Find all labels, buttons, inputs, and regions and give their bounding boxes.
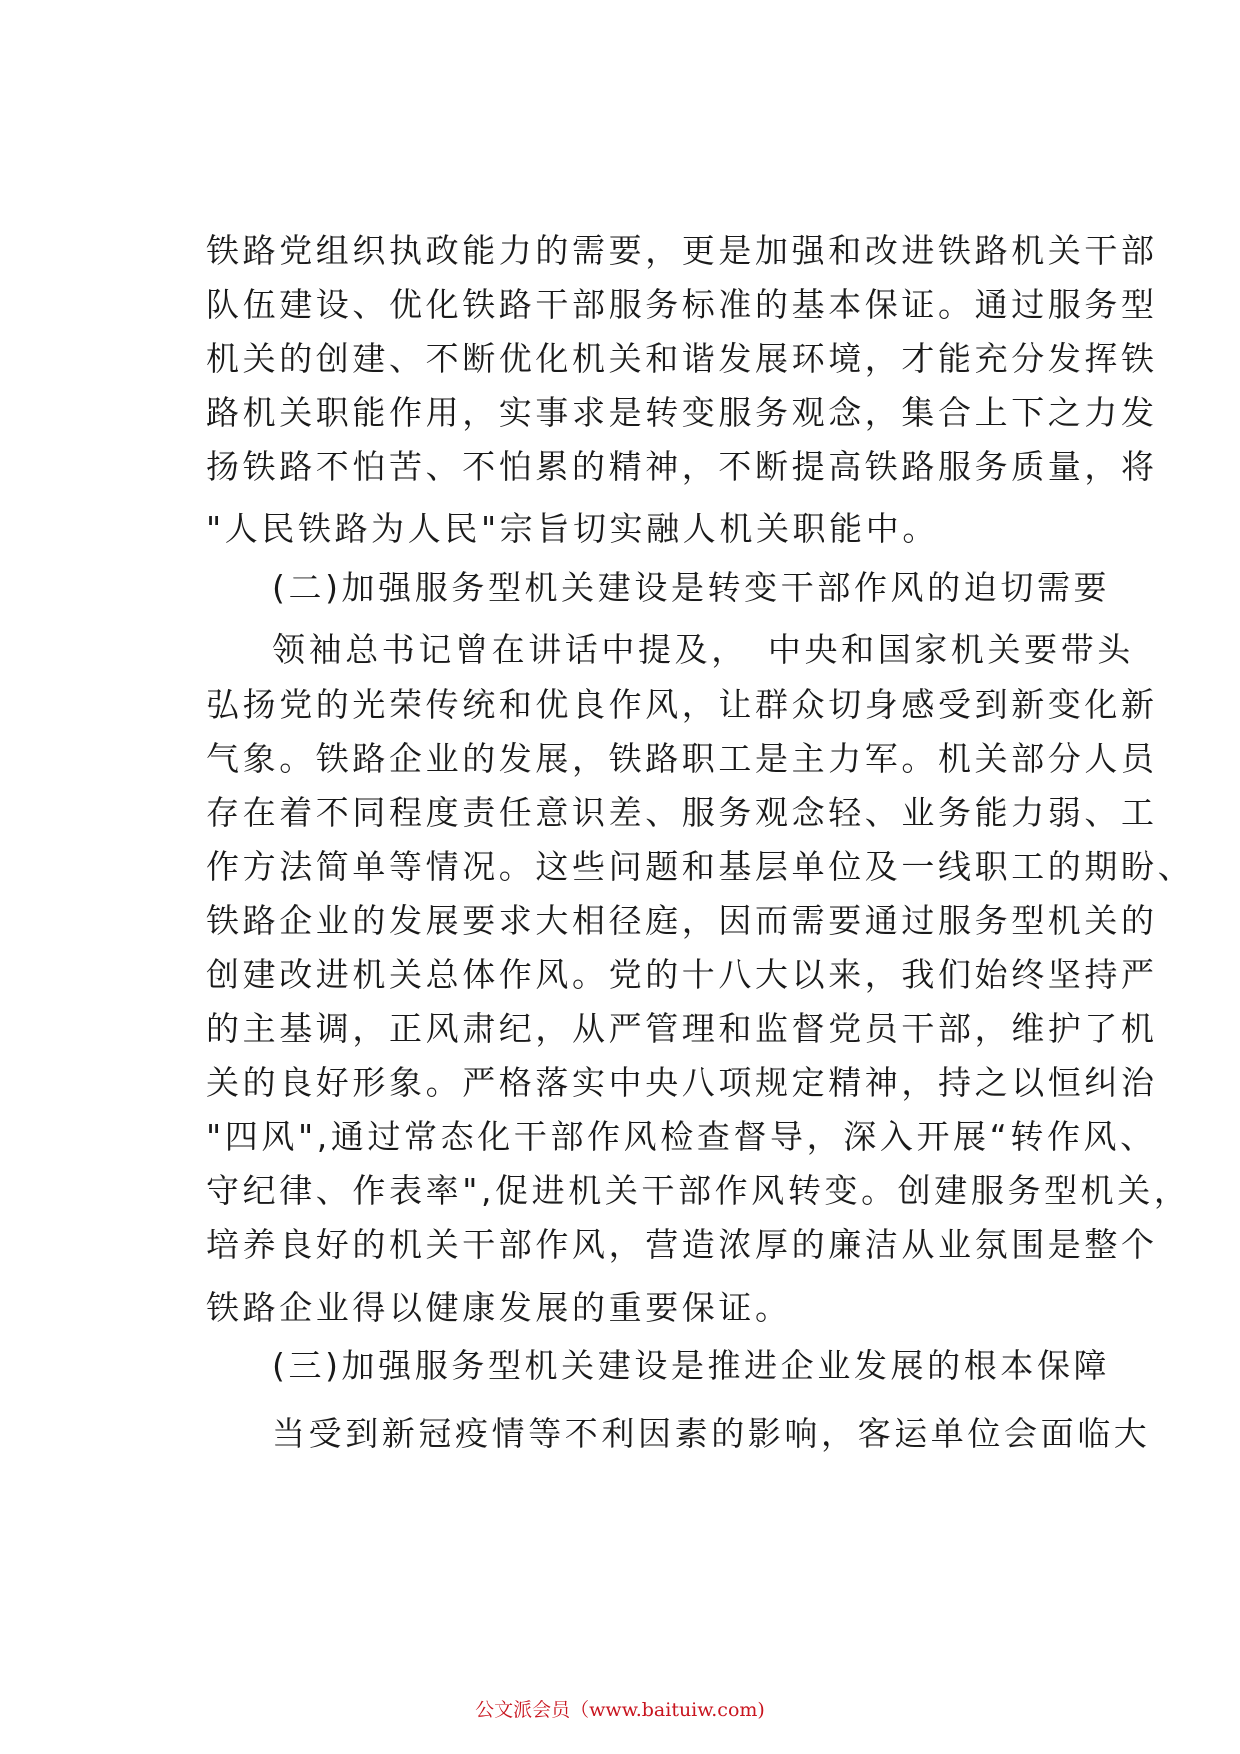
body-line-1: 铁路党组织执政能力的需要，更是加强和改进铁路机关干部 xyxy=(206,231,1158,270)
body-line-20: 铁路企业得以健康发展的重要保证。 xyxy=(206,1288,792,1327)
footer-watermark-link[interactable]: 公文派会员（www.baituiw.com) xyxy=(475,1699,765,1721)
body-line-15: 的主基调，正风肃纪，从严管理和监督党员干部，维护了机 xyxy=(206,1009,1158,1048)
body-line-8: 领袖总书记曾在讲话中提及， 中央和国家机关要带头 xyxy=(272,630,1134,669)
body-line-9: 弘扬党的光荣传统和优良作风，让群众切身感受到新变化新 xyxy=(206,685,1158,724)
body-line-4: 路机关职能作用，实事求是转变服务观念，集合上下之力发 xyxy=(206,393,1158,432)
body-line-6: "人民铁路为人民"宗旨切实融人机关职能中。 xyxy=(206,509,939,548)
body-line-22: 当受到新冠疫情等不利因素的影响，客运单位会面临大 xyxy=(272,1414,1151,1453)
section-heading-2: (二)加强服务型机关建设是转变干部作风的迫切需要 xyxy=(272,568,1111,607)
body-line-18: 守纪律、作表率",促进机关干部作风转变。创建服务型机关， xyxy=(206,1171,1191,1210)
body-line-10: 气象。铁路企业的发展，铁路职工是主力军。机关部分人员 xyxy=(206,739,1158,778)
body-line-19: 培养良好的机关干部作风，营造浓厚的廉洁从业氛围是整个 xyxy=(206,1225,1158,1264)
body-line-17: "四风",通过常态化干部作风检查督导，深入开展“转作风、 xyxy=(206,1117,1157,1156)
body-line-11: 存在着不同程度责任意识差、服务观念轻、业务能力弱、工 xyxy=(206,793,1158,832)
body-line-14: 创建改进机关总体作风。党的十八大以来，我们始终坚持严 xyxy=(206,955,1158,994)
body-line-2: 队伍建设、优化铁路干部服务标准的基本保证。通过服务型 xyxy=(206,285,1158,324)
body-line-16: 关的良好形象。严格落实中央八项规定精神，持之以恒纠治 xyxy=(206,1063,1158,1102)
section-heading-3: (三)加强服务型机关建设是推进企业发展的根本保障 xyxy=(272,1346,1111,1385)
body-line-5: 扬铁路不怕苦、不怕累的精神，不断提高铁路服务质量，将 xyxy=(206,447,1158,486)
body-line-3: 机关的创建、不断优化机关和谐发展环境，才能充分发挥铁 xyxy=(206,339,1158,378)
body-line-13: 铁路企业的发展要求大相径庭，因而需要通过服务型机关的 xyxy=(206,901,1158,940)
body-line-12: 作方法简单等情况。这些问题和基层单位及一线职工的期盼、 xyxy=(206,847,1195,886)
